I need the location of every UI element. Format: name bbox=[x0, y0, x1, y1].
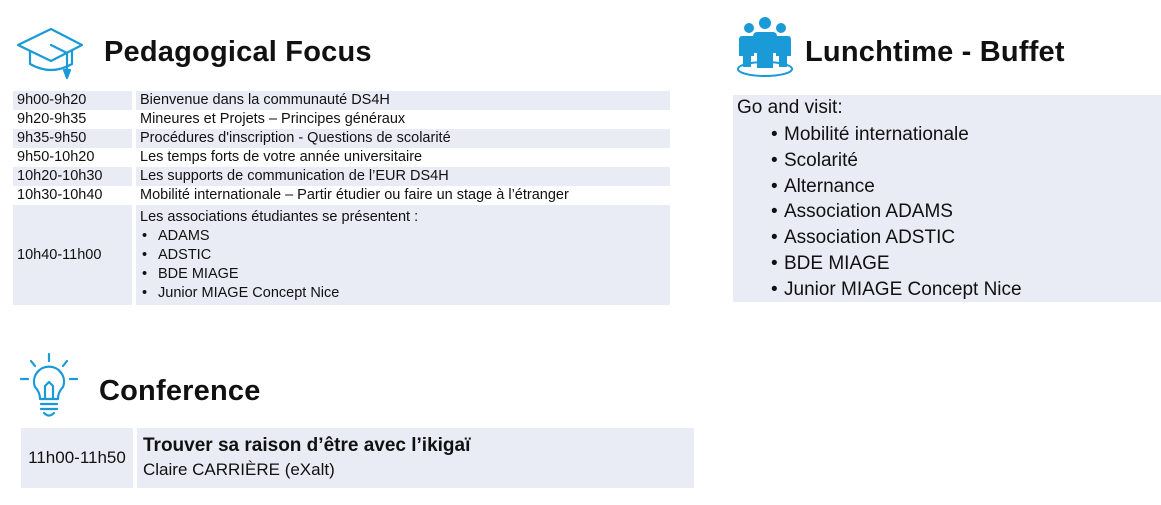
table-row bbox=[13, 129, 670, 148]
pedagogical-schedule-table bbox=[13, 91, 670, 305]
row-time: 10h20-10h30 bbox=[13, 167, 134, 186]
list-item: • Alternance bbox=[771, 174, 1022, 200]
talk-title: Trouver sa raison d’être avec l’ikigaï bbox=[143, 435, 471, 456]
row-description: Mineures et Projets – Principes généraux bbox=[140, 111, 406, 127]
table-row bbox=[13, 148, 670, 167]
lunch-stands-list bbox=[771, 122, 1022, 303]
speaker: Claire CARRIÈRE (eXalt) bbox=[143, 460, 335, 479]
list-item: • BDE MIAGE bbox=[140, 265, 667, 284]
row-description: Les temps forts de votre année universitaire bbox=[140, 149, 423, 165]
row-description: Les supports de communication de l’EUR DS4H bbox=[134, 167, 670, 186]
row-time: 10h30-10h40 bbox=[13, 186, 134, 205]
conference-title: Conference bbox=[99, 375, 261, 407]
row-time: 9h35-9h50 bbox=[13, 129, 134, 148]
lunch-title: Lunchtime - Buffet bbox=[805, 36, 1065, 68]
row-description bbox=[134, 205, 670, 305]
table-row bbox=[13, 167, 670, 186]
row-description: Bienvenue dans la communauté DS4H bbox=[134, 91, 670, 110]
list-item: • Association ADAMS bbox=[771, 199, 1022, 225]
table-row bbox=[13, 110, 670, 129]
list-item: • ADSTIC bbox=[140, 246, 667, 265]
row-time: 10h40-11h00 bbox=[13, 205, 134, 305]
row-time: 9h00-9h20 bbox=[13, 91, 134, 110]
list-item: • BDE MIAGE bbox=[771, 251, 1022, 277]
conference-time: 11h00-11h50 bbox=[21, 428, 137, 488]
row-time: 9h50-10h20 bbox=[13, 148, 134, 167]
list-item: • Junior MIAGE Concept Nice bbox=[771, 277, 1022, 303]
associations-list bbox=[140, 227, 667, 303]
associations-intro: Les associations étudiantes se présentent : bbox=[140, 209, 419, 225]
pedagogical-title: Pedagogical Focus bbox=[104, 36, 372, 68]
list-item: • Junior MIAGE Concept Nice bbox=[140, 284, 667, 303]
row-description: Procédures d'inscription - Questions de scolarité bbox=[134, 129, 670, 148]
lightbulb-icon bbox=[18, 352, 80, 420]
lunch-intro: Go and visit: bbox=[737, 97, 843, 118]
lunch-visit-box bbox=[733, 95, 1161, 302]
list-item: • Association ADSTIC bbox=[771, 225, 1022, 251]
people-group-icon bbox=[734, 16, 796, 80]
row-description: Mobilité internationale – Partir étudier ou faire un stage à l’étranger bbox=[140, 187, 569, 203]
table-row bbox=[13, 186, 670, 205]
list-item: • ADAMS bbox=[140, 227, 667, 246]
conference-row bbox=[21, 428, 694, 488]
list-item: • Scolarité bbox=[771, 148, 1022, 174]
graduation-cap-icon bbox=[15, 26, 85, 84]
table-row bbox=[13, 91, 670, 110]
table-row bbox=[13, 205, 670, 305]
row-time: 9h20-9h35 bbox=[13, 110, 134, 129]
list-item: • Mobilité internationale bbox=[771, 122, 1022, 148]
